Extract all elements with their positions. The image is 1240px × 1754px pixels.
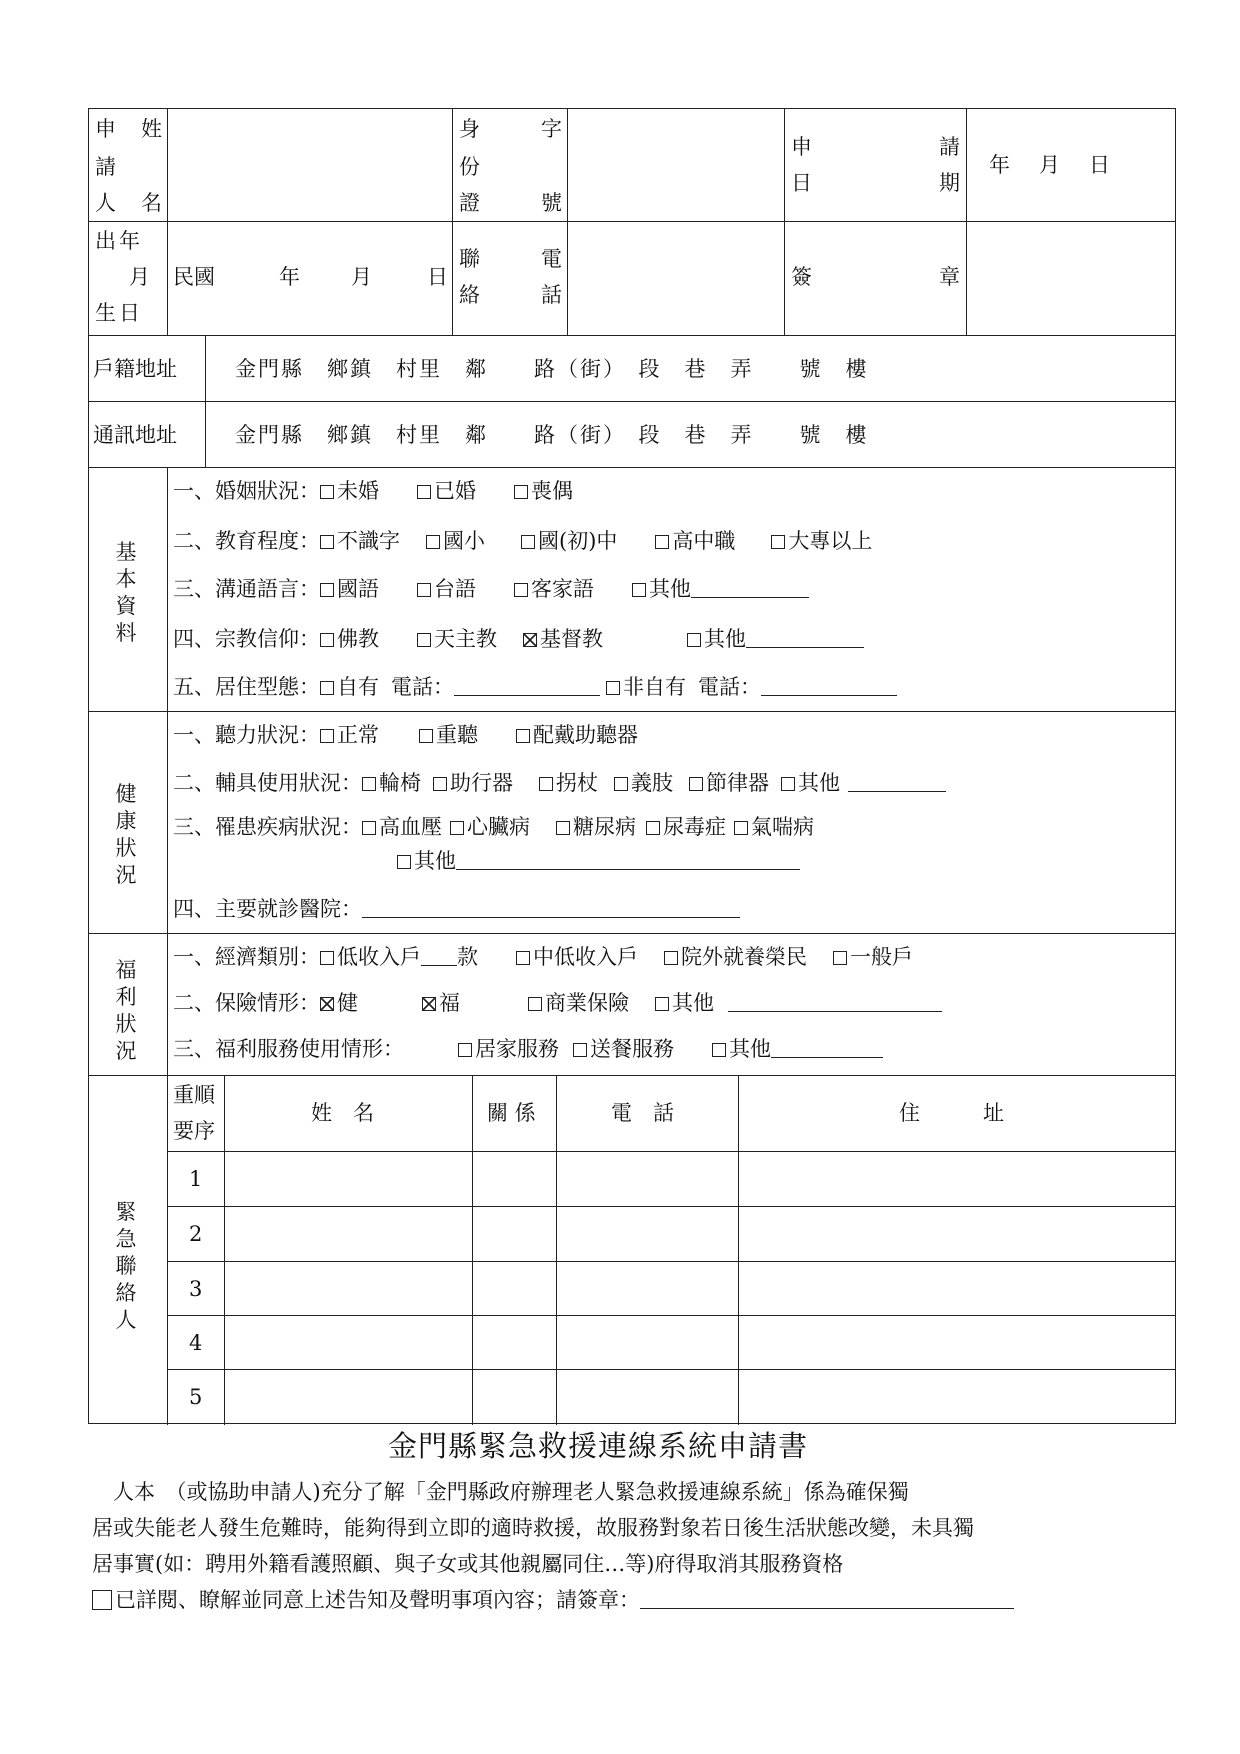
checkbox[interactable]: [417, 633, 431, 647]
col-divider: [567, 109, 568, 335]
contact-label-char: 絡: [459, 283, 480, 307]
marital-label: 一、婚姻狀況：: [173, 479, 320, 503]
option-label: 高中職: [672, 529, 736, 553]
option-label: 喪偶: [531, 479, 573, 503]
checkbox[interactable]: [655, 535, 669, 549]
applicant-label-char: 人: [95, 191, 116, 215]
option-label: 其他: [672, 991, 714, 1015]
checkbox[interactable]: [422, 997, 436, 1011]
address-header: 住 址: [899, 1101, 1004, 1125]
option-label: 拐杖: [556, 771, 598, 795]
birth-year-label: 年: [279, 265, 300, 289]
col-divider: [167, 467, 168, 1425]
checkbox[interactable]: [646, 821, 660, 835]
id-label-char: 身: [459, 117, 480, 141]
checkbox[interactable]: [514, 485, 528, 499]
basic-info-section-text: 基本資料: [115, 540, 137, 645]
checkbox[interactable]: [458, 1043, 472, 1057]
checkbox[interactable]: [433, 777, 447, 791]
option-label: 大專以上: [788, 529, 873, 553]
apply-date-label-char: 申: [791, 135, 812, 159]
own-phone-blank[interactable]: [454, 677, 600, 696]
row-divider: [167, 1261, 1175, 1262]
hospital-row: [173, 899, 740, 920]
checkbox[interactable]: [450, 821, 464, 835]
col-divider: [224, 1075, 225, 1425]
row-divider: [167, 1206, 1175, 1207]
document-title: 金門縣緊急救援連線系統申請書: [388, 1429, 809, 1463]
birth-label-char: 日: [119, 301, 140, 325]
language-row: [173, 579, 809, 600]
option-label: 佛教: [337, 627, 379, 651]
option-label: 其他: [729, 1037, 771, 1061]
insurance-label: 二、保險情形：: [173, 991, 320, 1015]
religion-label: 四、宗教信仰：: [173, 627, 320, 651]
option-label: 健: [337, 991, 358, 1015]
contact-row-number: 4: [189, 1331, 203, 1355]
economic-row: [173, 947, 913, 968]
applicant-label-char: 姓: [141, 117, 162, 141]
option-label: 已婚: [434, 479, 476, 503]
checkbox[interactable]: [539, 777, 553, 791]
relation-header: 關 係: [487, 1101, 536, 1125]
row-divider: [167, 1369, 1175, 1370]
row-divider: [89, 335, 1175, 336]
other-insurance-blank[interactable]: [728, 993, 942, 1012]
option-label: 國小: [443, 529, 485, 553]
hospital-label: 四、主要就診醫院：: [173, 897, 362, 921]
checkbox[interactable]: [614, 777, 628, 791]
basic-info-section-label: [115, 539, 139, 647]
statement-line: 人本 （或協助申請人)充分了解「金門縣政府辦理老人緊急救援連線系統」係為確保獨: [92, 1480, 909, 1504]
service-label: 三、福利服務使用情形：: [173, 1037, 404, 1061]
aids-label: 二、輔具使用狀況：: [173, 771, 362, 795]
option-label: 福: [439, 991, 460, 1015]
row-divider: [89, 711, 1175, 712]
option-label: 節律器: [706, 771, 769, 795]
economic-label: 一、經濟類別：: [173, 945, 320, 969]
applicant-label-char: 申: [95, 117, 116, 141]
checkbox[interactable]: [320, 997, 334, 1011]
contact-row-number: 5: [189, 1385, 203, 1409]
checkbox[interactable]: [320, 951, 334, 965]
checkbox[interactable]: [523, 633, 537, 647]
option-label: 一般戶: [850, 945, 913, 969]
option-label: 其他: [414, 849, 456, 873]
col-divider: [472, 1075, 473, 1425]
birth-label-char: 年: [119, 229, 140, 253]
checkbox[interactable]: [687, 633, 701, 647]
education-label: 二、教育程度：: [173, 529, 320, 553]
option-label: 高血壓: [379, 815, 442, 839]
not-own-phone-blank[interactable]: [761, 677, 897, 696]
mailing-address-label: 通訊地址: [93, 423, 177, 447]
checkbox[interactable]: [320, 485, 334, 499]
option-label: 助行器: [450, 771, 513, 795]
other-disease-blank[interactable]: [456, 851, 800, 870]
row-divider: [89, 1075, 1175, 1076]
aids-row: [173, 773, 946, 794]
contact-label-char: 話: [541, 283, 562, 307]
option-label: 低收入戶: [337, 945, 421, 969]
residence-label: 五、居住型態：: [173, 675, 320, 699]
option-label: 非自有: [623, 675, 686, 699]
row-divider: [89, 221, 1175, 222]
statement-line: 居或失能老人發生危難時，能夠得到立即的適時救援，故服務對象若日後生活狀態改變，未具獨: [92, 1516, 974, 1540]
agreement-text: 已詳閱、瞭解並同意上述告知及聲明事項內容；請簽章：: [115, 1588, 640, 1612]
welfare-section-text: 福利狀況: [115, 958, 137, 1063]
agree-checkbox[interactable]: [92, 1590, 112, 1610]
religion-row: [173, 629, 864, 650]
row-divider: [167, 1151, 1175, 1152]
col-divider: [738, 1075, 739, 1425]
checkbox[interactable]: [516, 729, 530, 743]
marital-status-row: [173, 481, 573, 502]
option-label: 基督教: [540, 627, 603, 651]
applicant-label-char: 請: [95, 155, 116, 179]
option-label: 心臟病: [467, 815, 530, 839]
option-label: 氣喘病: [751, 815, 814, 839]
other-language-blank[interactable]: [691, 579, 809, 598]
checkbox[interactable]: [833, 951, 847, 965]
option-label: 其他: [704, 627, 746, 651]
agreement-signature-blank[interactable]: [640, 1590, 1014, 1609]
row-divider: [89, 467, 1175, 468]
welfare-section-label: [115, 957, 139, 1065]
signature-field[interactable]: [971, 225, 1171, 331]
checkbox[interactable]: [655, 997, 669, 1011]
mailing-address-template[interactable]: 金門縣 鄉鎮 村里 鄰 路（街） 段 巷 弄 號 樓: [235, 423, 869, 447]
checkbox[interactable]: [362, 821, 376, 835]
checkbox[interactable]: [320, 633, 334, 647]
phone-label: 電話：: [698, 675, 761, 699]
checkbox[interactable]: [521, 535, 535, 549]
name-header: 姓 名: [311, 1101, 374, 1125]
option-label: 自有: [337, 675, 379, 699]
birth-month-label: 月: [351, 265, 372, 289]
education-row: [173, 531, 872, 552]
option-label: 未婚: [337, 479, 379, 503]
birth-label-char: 生: [95, 301, 116, 325]
contact-row-number: 3: [189, 1277, 203, 1301]
checkbox[interactable]: [573, 1043, 587, 1057]
applicant-name-field[interactable]: [171, 113, 447, 217]
health-section-label: [115, 781, 139, 889]
birth-day-label: 日: [427, 265, 448, 289]
applicant-label-char: 名: [141, 191, 162, 215]
checkbox[interactable]: [514, 583, 528, 597]
emergency-section-text: 緊急聯絡人: [115, 1200, 137, 1332]
checkbox[interactable]: [362, 777, 376, 791]
option-label: 國語: [337, 577, 379, 601]
order-header: 要序: [173, 1119, 215, 1143]
checkbox[interactable]: [712, 1043, 726, 1057]
checkbox[interactable]: [320, 583, 334, 597]
option-label: 其他: [798, 771, 840, 795]
checkbox[interactable]: [632, 583, 646, 597]
option-suffix: 款: [457, 945, 478, 969]
phone-label: 電話：: [391, 675, 454, 699]
hearing-row: [173, 725, 638, 746]
service-row: [173, 1039, 883, 1060]
col-divider: [784, 109, 785, 335]
option-label: 台語: [434, 577, 476, 601]
row-divider: [167, 1315, 1175, 1316]
insurance-row: [173, 993, 942, 1014]
contact-row-number: 1: [189, 1167, 203, 1191]
option-label: 其他: [649, 577, 691, 601]
hospital-blank[interactable]: [362, 899, 740, 918]
id-number-field[interactable]: [571, 113, 779, 217]
option-label: 送餐服務: [590, 1037, 674, 1061]
checkbox[interactable]: [771, 535, 785, 549]
order-header: 重順: [173, 1083, 215, 1107]
checkbox[interactable]: [397, 855, 411, 869]
birth-era-label: 民國: [173, 265, 215, 289]
other-aid-blank[interactable]: [848, 773, 946, 792]
option-label: 重聽: [436, 723, 478, 747]
phone-field[interactable]: [571, 225, 779, 331]
option-label: 不識字: [337, 529, 400, 553]
checkbox[interactable]: [516, 951, 530, 965]
option-label: 中低收入戶: [533, 945, 638, 969]
household-address-label: 戶籍地址: [93, 357, 177, 381]
checkbox[interactable]: [320, 535, 334, 549]
checkbox[interactable]: [606, 681, 620, 695]
language-label: 三、溝通語言：: [173, 577, 320, 601]
option-label: 天主教: [434, 627, 497, 651]
col-divider: [205, 335, 206, 467]
apply-date-label-char: 日: [791, 171, 812, 195]
option-label: 尿毒症: [663, 815, 726, 839]
birth-label-char: 月: [129, 265, 150, 289]
contact-row-number: 2: [189, 1222, 203, 1246]
checkbox[interactable]: [781, 777, 795, 791]
other-religion-blank[interactable]: [746, 629, 864, 648]
option-label: 客家語: [531, 577, 594, 601]
apply-date-field[interactable]: 年 月 日: [989, 153, 1114, 177]
other-service-blank[interactable]: [771, 1039, 883, 1058]
id-label-char: 份: [459, 155, 480, 179]
low-income-category-blank[interactable]: [421, 947, 457, 966]
disease-label: 三、罹患疾病狀況：: [173, 815, 362, 839]
id-label-char: 證: [459, 191, 480, 215]
residence-row: [173, 677, 897, 698]
option-label: 輪椅: [379, 771, 421, 795]
col-divider: [167, 109, 168, 335]
apply-date-label-char: 請: [939, 135, 960, 159]
checkbox[interactable]: [419, 729, 433, 743]
col-divider: [452, 109, 453, 335]
option-label: 義肢: [631, 771, 673, 795]
option-label: 糖尿病: [573, 815, 636, 839]
hearing-label: 一、聽力狀況：: [173, 723, 320, 747]
checkbox[interactable]: [689, 777, 703, 791]
sign-label-char: 章: [939, 265, 960, 289]
checkbox[interactable]: [320, 729, 334, 743]
checkbox[interactable]: [664, 951, 678, 965]
agreement-row: [92, 1584, 1014, 1614]
household-address-template[interactable]: 金門縣 鄉鎮 村里 鄰 路（街） 段 巷 弄 號 樓: [235, 357, 869, 381]
row-divider: [89, 933, 1175, 934]
birth-label-char: 出: [95, 229, 116, 253]
checkbox[interactable]: [320, 681, 334, 695]
contact-label-char: 電: [541, 247, 562, 271]
option-label: 商業保險: [545, 991, 629, 1015]
checkbox[interactable]: [734, 821, 748, 835]
option-label: 配戴助聽器: [533, 723, 638, 747]
phone-header: 電 話: [611, 1101, 674, 1125]
option-label: 院外就養榮民: [681, 945, 807, 969]
checkbox[interactable]: [417, 583, 431, 597]
col-divider: [966, 109, 967, 335]
sign-label-char: 簽: [791, 265, 812, 289]
emergency-section-label: [115, 1199, 139, 1333]
option-label: 居家服務: [475, 1037, 559, 1061]
apply-date-label-char: 期: [939, 171, 960, 195]
statement-line: 居事實(如：聘用外籍看護照顧、與子女或其他親屬同住…等)府得取消其服務資格: [92, 1552, 844, 1576]
id-label-char: 字: [541, 117, 562, 141]
row-divider: [89, 401, 1175, 402]
disease-other-row: [397, 851, 800, 872]
option-label: 正常: [337, 723, 379, 747]
checkbox[interactable]: [556, 821, 570, 835]
disease-row: [173, 817, 814, 838]
checkbox[interactable]: [426, 535, 440, 549]
option-label: 國(初)中: [538, 529, 618, 553]
id-label-char: 號: [541, 191, 562, 215]
application-form-table: [88, 108, 1176, 1424]
col-divider: [556, 1075, 557, 1425]
checkbox[interactable]: [417, 485, 431, 499]
contact-label-char: 聯: [459, 247, 480, 271]
checkbox[interactable]: [528, 997, 542, 1011]
health-section-text: 健康狀況: [115, 782, 137, 887]
